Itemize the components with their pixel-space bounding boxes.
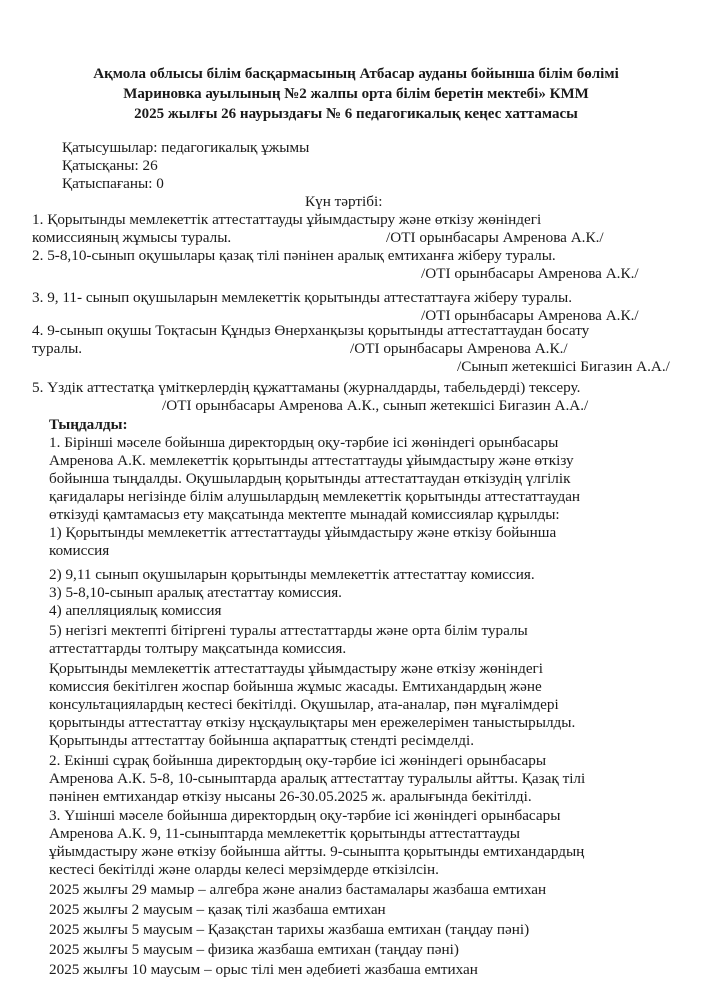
agenda-item-5: 5. Үздік аттестатқа үміткерлердің құжаттаманы (журналдарды, табельдерді) тексеру. bbox=[32, 379, 581, 396]
commission-item-5-cont: аттестаттарды толтыру мақсатында комиссия. bbox=[49, 640, 347, 657]
agenda-item-4-cont: туралы. bbox=[32, 340, 83, 357]
heard-title: Тыңдалды: bbox=[49, 416, 128, 433]
agenda-item-3-responsible: /ОТІ орынбасары Амренова А.К./ bbox=[421, 307, 639, 324]
commission-item-3: 3) 5-8,10-сынып аралық атестаттау комиссия. bbox=[49, 584, 342, 601]
agenda-item-2: 2. 5-8,10-сынып оқушылары қазақ тілі пәнінен аралық емтиханға жіберу туралы. bbox=[32, 247, 556, 264]
exam-schedule-item: 2025 жылғы 10 маусым – орыс тілі мен әдебиеті жазбаша емтихан bbox=[49, 961, 478, 978]
heard-line: 3. Үшінші мәселе бойынша директордың оқу-тәрбие ісі жөніндегі орынбасары bbox=[49, 807, 561, 824]
absent-count: Қатыспағаны: 0 bbox=[62, 175, 164, 192]
agenda-item-4-responsible-2: /Сынып жетекшісі Бигазин А.А./ bbox=[457, 358, 670, 375]
header-protocol-title: 2025 жылғы 26 наурыздағы № 6 педагогикалық кеңес хаттамасы bbox=[134, 106, 578, 122]
heard-line: кестесі бекітілді және оларды келесі мерзімдерде өткізілсін. bbox=[49, 861, 439, 878]
agenda-item-3: 3. 9, 11- сынып оқушыларын мемлекеттік қорытынды аттестаттауға жіберу туралы. bbox=[32, 289, 573, 306]
heard-line: Қорытынды мемлекеттік аттестаттауды ұйымдастыру және өткізу жөніндегі bbox=[49, 660, 544, 677]
heard-line: өткізуді қамтамасыз ету мақсатында мектепте мынадай комиссиялар құрылды: bbox=[49, 506, 560, 523]
agenda-item-5-responsible: /ОТІ орынбасары Амренова А.К., сынып жетекшісі Бигазин А.А./ bbox=[162, 397, 589, 414]
heard-line: Қорытынды аттестаттау бойынша ақпараттық стендті ресімделді. bbox=[49, 732, 474, 749]
present-count: Қатысқаны: 26 bbox=[62, 157, 158, 174]
exam-schedule-item: 2025 жылғы 29 мамыр – алгебра және анализ бастамалары жазбаша емтихан bbox=[49, 881, 547, 898]
heard-line: консультациялардың кестесі бекітілді. Оқушылар, ата-аналар, пән мұғалімдері bbox=[49, 696, 559, 713]
agenda-title: Күн тәртібі: bbox=[305, 193, 383, 210]
exam-schedule-item: 2025 жылғы 5 маусым – Қазақстан тарихы жазбаша емтихан (таңдау пәні) bbox=[49, 921, 530, 938]
agenda-item-1-responsible: /ОТІ орынбасары Амренова А.К./ bbox=[386, 229, 604, 246]
heard-line: пәнінен емтихандар өткізу нысаны 26-30.05.2025 ж. аралығында бекітілді. bbox=[49, 788, 532, 805]
commission-item-1-cont: комиссия bbox=[49, 542, 110, 559]
exam-schedule-item: 2025 жылғы 5 маусым – физика жазбаша емтихан (таңдау пәні) bbox=[49, 941, 459, 958]
participants-line: Қатысушылар: педагогикалық ұжымы bbox=[62, 139, 310, 156]
heard-line: Амренова А.К. мемлекеттік қорытынды аттестаттауды ұйымдастыру және өткізу bbox=[49, 452, 574, 469]
heard-line: ұйымдастыру және өткізу бойынша айтты. 9-сыныпта қорытынды емтихандардың bbox=[49, 843, 585, 860]
heard-line: қорытынды аттестаттау өткізу нұсқаулықтары мен ережелерімен таныстырылды. bbox=[49, 714, 576, 731]
document-header bbox=[0, 64, 712, 124]
header-school: Мариновка ауылының №2 жалпы орта білім беретін мектебі» КММ bbox=[123, 86, 589, 102]
commission-item-4: 4) апелляциялық комиссия bbox=[49, 602, 222, 619]
commission-item-1: 1) Қорытынды мемлекеттік аттестаттауды ұйымдастыру және өткізу бойынша bbox=[49, 524, 557, 541]
heard-line: Амренова А.К. 9, 11-сыныптарда мемлекеттік қорытынды аттестаттауды bbox=[49, 825, 520, 842]
heard-line: бойынша тыңдалды. Оқушылардың қорытынды аттестаттаудан өткізудің үлгілік bbox=[49, 470, 571, 487]
agenda-item-4: 4. 9-сынып оқушы Тоқтасын Құндыз Өнерханқызы қорытынды аттестаттаудан босату bbox=[32, 322, 590, 339]
commission-item-5: 5) негізгі мектепті бітіргені туралы аттестаттарды және орта білім туралы bbox=[49, 622, 528, 639]
heard-line: комиссия бекітілген жоспар бойынша жұмыс жасады. Емтихандардың және bbox=[49, 678, 542, 695]
heard-line: 1. Бірінші мәселе бойынша директордың оқу-тәрбие ісі жөніндегі орынбасары bbox=[49, 434, 559, 451]
commission-item-2: 2) 9,11 сынып оқушыларын қорытынды мемлекеттік аттестаттау комиссия. bbox=[49, 566, 535, 583]
agenda-item-1-cont: комиссияның жұмысы туралы. bbox=[32, 229, 232, 246]
heard-line: Амренова А.К. 5-8, 10-сыныптарда аралық аттестаттау туралылы айтты. Қазақ тілі bbox=[49, 770, 586, 787]
exam-schedule-item: 2025 жылғы 2 маусым – қазақ тілі жазбаша емтихан bbox=[49, 901, 386, 918]
agenda-item-2-responsible: /ОТІ орынбасары Амренова А.К./ bbox=[421, 265, 639, 282]
heard-line: 2. Екінші сұрақ бойынша директордың оқу-тәрбие ісі жөніндегі орынбасары bbox=[49, 752, 547, 769]
heard-line: қағидалары негізінде білім алушылардың мемлекеттік қорытынды аттестаттаудан bbox=[49, 488, 581, 505]
agenda-item-1: 1. Қорытынды мемлекеттік аттестаттауды ұйымдастыру және өткізу жөніндегі bbox=[32, 211, 542, 228]
header-organization: Ақмола облысы білім басқармасының Атбасар ауданы бойынша білім бөлімі bbox=[93, 66, 619, 82]
agenda-item-4-responsible: /ОТІ орынбасары Амренова А.К./ bbox=[350, 340, 568, 357]
